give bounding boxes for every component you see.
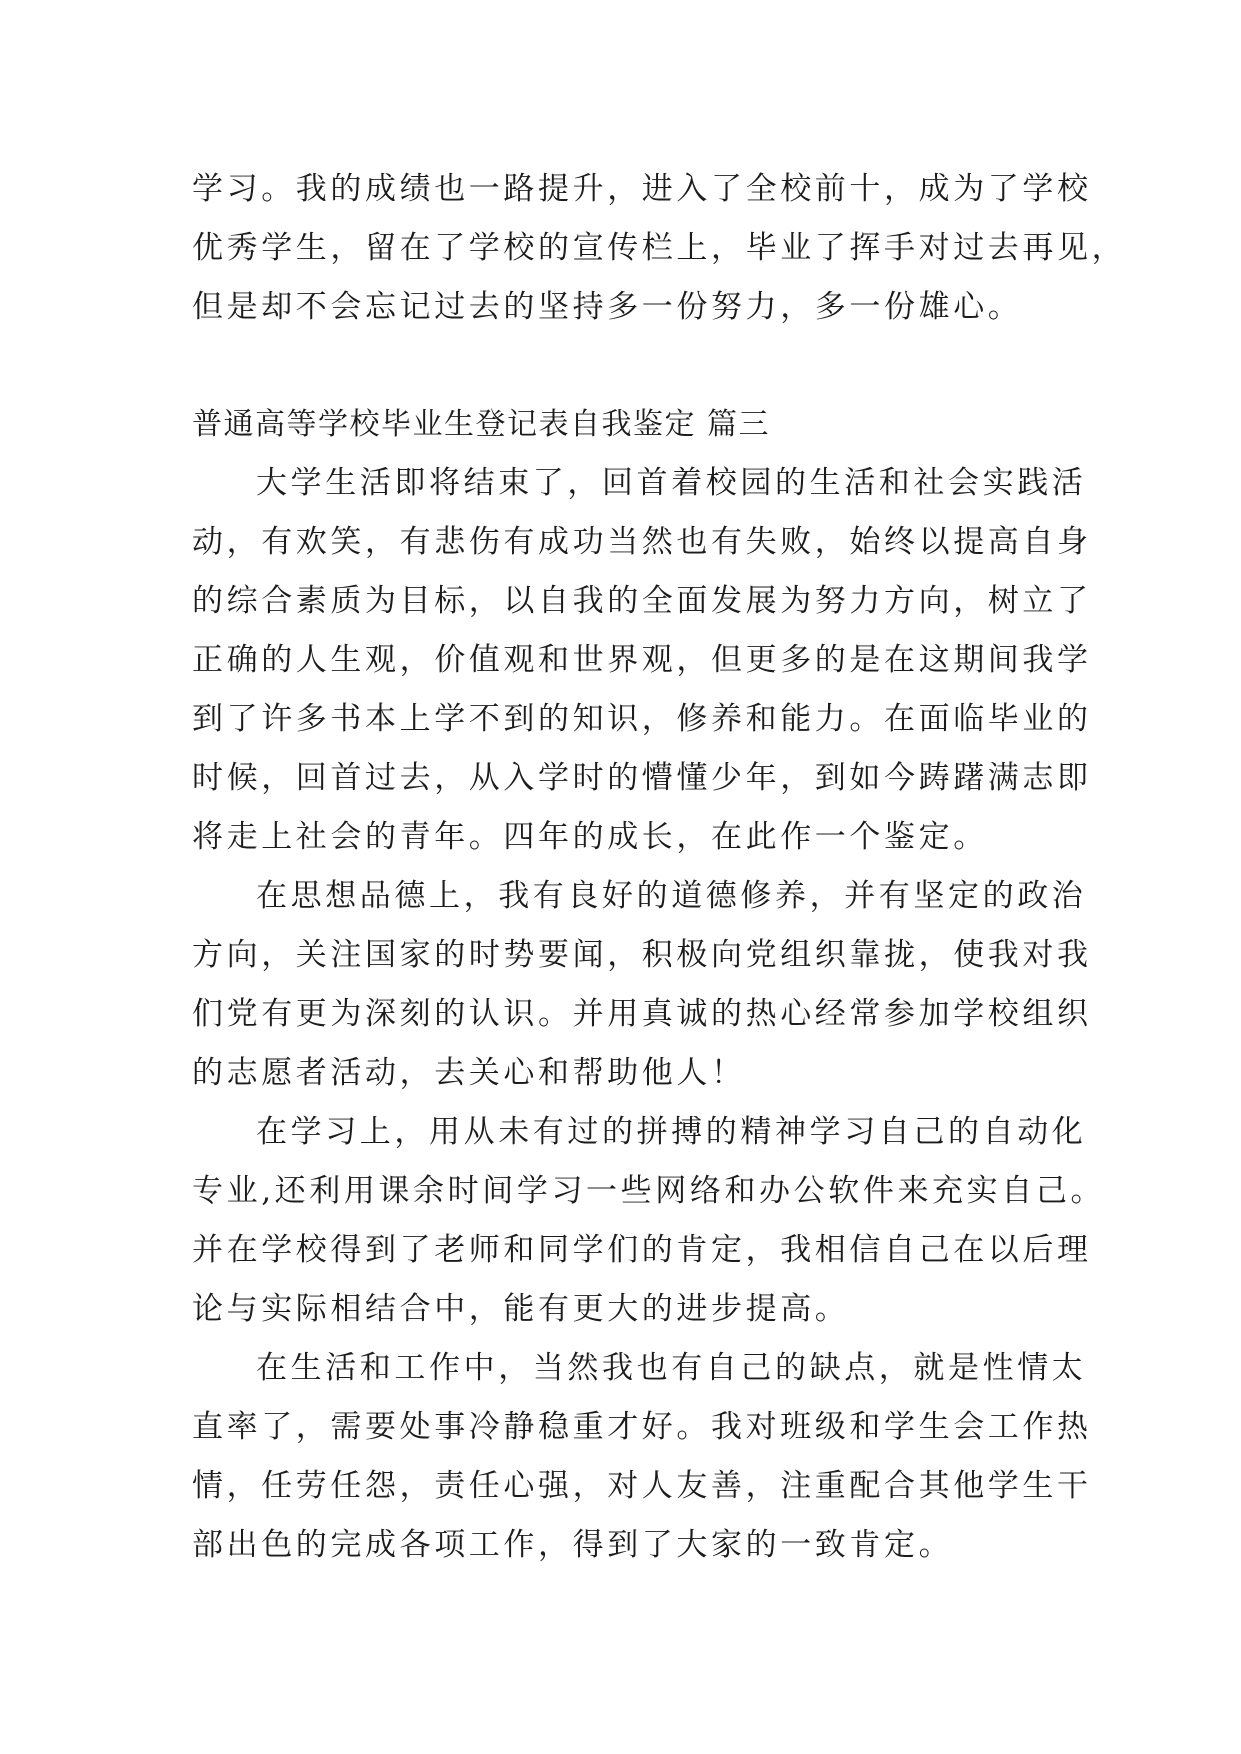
paragraph-2 (192, 867, 1092, 1103)
text-line: 的综合素质为目标，以自我的全面发展为努力方向，树立了 (192, 583, 1092, 619)
section-heading: 普通高等学校毕业生登记表自我鉴定 篇三 (192, 407, 771, 442)
intro-paragraph (192, 160, 1127, 337)
text-line: 在思想品德上，我有良好的道德修养，并有坚定的政治 (256, 878, 1087, 914)
text-line: 论与实际相结合中，能有更大的进步提高。 (192, 1291, 850, 1327)
section-spacer (192, 337, 1062, 395)
text-line: 们党有更为深刻的认识。并用真诚的热心经常参加学校组织 (192, 996, 1092, 1032)
paragraph-4 (192, 1339, 1092, 1575)
paragraph-3 (192, 1103, 1106, 1339)
text-line: 方向，关注国家的时势要闻，积极向党组织靠拢，使我对我 (192, 937, 1092, 973)
text-line: 直率了，需要处事冷静稳重才好。我对班级和学生会工作热 (192, 1409, 1092, 1445)
text-line: 大学生活即将结束了，回首着校园的生活和社会实践活 (256, 465, 1087, 501)
text-line: 但是却不会忘记过去的坚持多一份努力，多一份雄心。 (192, 289, 1023, 325)
text-line: 的志愿者活动，去关心和帮助他人！ (192, 1055, 746, 1091)
text-line: 时候，回首过去，从入学时的懵懂少年，到如今踌躇满志即 (192, 760, 1092, 796)
text-line: 优秀学生，留在了学校的宣传栏上，毕业了挥手对过去再见， (192, 230, 1127, 266)
text-line: 将走上社会的青年。四年的成长，在此作一个鉴定。 (192, 819, 988, 855)
text-line: 在学习上，用从未有过的拼搏的精神学习自己的自动化 (256, 1114, 1087, 1150)
text-line: 在生活和工作中，当然我也有自己的缺点，就是性情太 (256, 1350, 1087, 1386)
text-line: 并在学校得到了老师和同学们的肯定，我相信自己在以后理 (192, 1232, 1092, 1268)
text-line: 正确的人生观，价值观和世界观，但更多的是在这期间我学 (192, 642, 1092, 678)
text-line: 动，有欢笑，有悲伤有成功当然也有失败，始终以提高自身 (192, 524, 1092, 560)
document-body (192, 160, 1127, 1575)
text-line: 部出色的完成各项工作，得到了大家的一致肯定。 (192, 1527, 954, 1563)
text-line: 情，任劳任怨，责任心强，对人友善，注重配合其他学生干 (192, 1468, 1092, 1504)
text-line: 专业,还利用课余时间学习一些网络和办公软件来充实自己。 (192, 1173, 1106, 1209)
text-line: 到了许多书本上学不到的知识，修养和能力。在面临毕业的 (192, 701, 1092, 737)
text-line: 学习。我的成绩也一路提升，进入了全校前十，成为了学校 (192, 171, 1092, 207)
paragraph-1 (192, 454, 1092, 867)
